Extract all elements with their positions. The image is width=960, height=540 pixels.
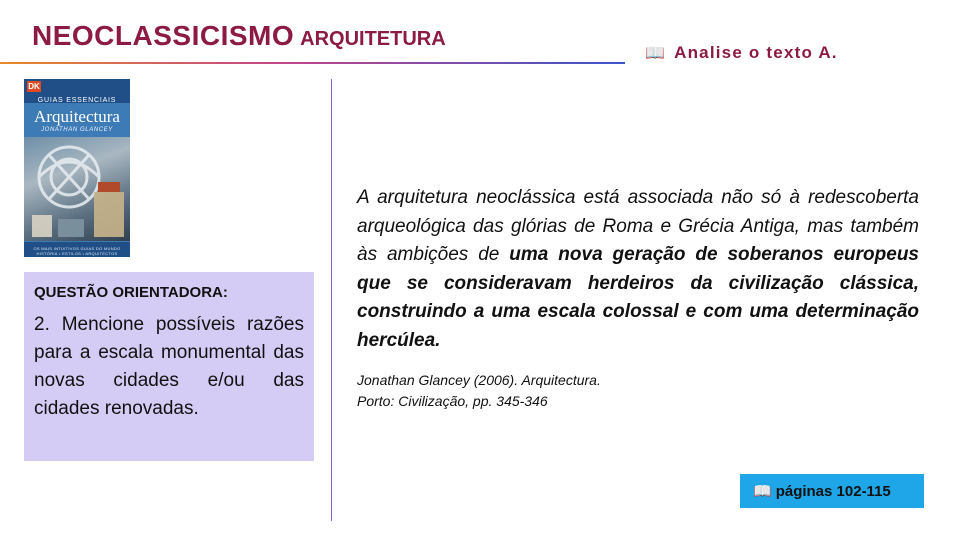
prompt-text: Analise o texto A. bbox=[674, 43, 838, 62]
cover-tagline bbox=[24, 246, 130, 256]
slide-title bbox=[32, 20, 446, 52]
cover-tagline-1: OS MAIS INTUITIVOS GUIAS DO MUNDO bbox=[33, 246, 121, 251]
vertical-divider bbox=[331, 79, 332, 521]
text-a-quote bbox=[357, 184, 919, 355]
citation-line-2: Porto: Civilização, pp. 345-346 bbox=[357, 393, 548, 409]
question-heading: QUESTÃO ORIENTADORA: bbox=[34, 284, 228, 301]
quote-text: A arquitetura neoclássica está associada não só à redescoberta arqueológica das glórias de Roma e Grécia Antiga, mas também às ambições de bbox=[357, 187, 919, 265]
guiding-question-box bbox=[24, 272, 314, 461]
pages-label: páginas 102-115 bbox=[775, 483, 891, 500]
quote-emphasis: uma nova geração de soberanos europeus que se consideravam herdeiros da civilização clássica, construindo a uma escala colossal e com uma determinação hercúlea. bbox=[357, 244, 919, 351]
title-main: NEOCLASSICISMO bbox=[32, 20, 295, 51]
title-subtitle: ARQUITETURA bbox=[300, 28, 446, 50]
pages-badge bbox=[740, 474, 924, 508]
quote-citation bbox=[357, 370, 757, 412]
book-cover-image bbox=[24, 79, 130, 257]
cover-artwork bbox=[24, 137, 130, 241]
cover-series: GUIAS ESSENCIAIS bbox=[37, 97, 117, 104]
open-book-icon: 📖 bbox=[753, 483, 772, 500]
cover-tagline-2: HISTÓRIA • ESTILOS • ARQUITECTOS bbox=[36, 251, 118, 256]
open-book-icon: 📖 bbox=[645, 45, 667, 62]
question-text: 2. Mencione possíveis razões para a escala monumental das novas cidades e/ou das cidades renovadas. bbox=[34, 314, 304, 419]
citation-line-1: Jonathan Glancey (2006). Arquitectura. bbox=[357, 372, 601, 388]
analysis-prompt bbox=[645, 43, 838, 63]
cover-author: JONATHAN GLANCEY bbox=[41, 127, 113, 133]
cover-title: Arquitectura bbox=[34, 107, 120, 126]
title-underline bbox=[0, 62, 625, 64]
publisher-logo: DK bbox=[28, 82, 40, 91]
